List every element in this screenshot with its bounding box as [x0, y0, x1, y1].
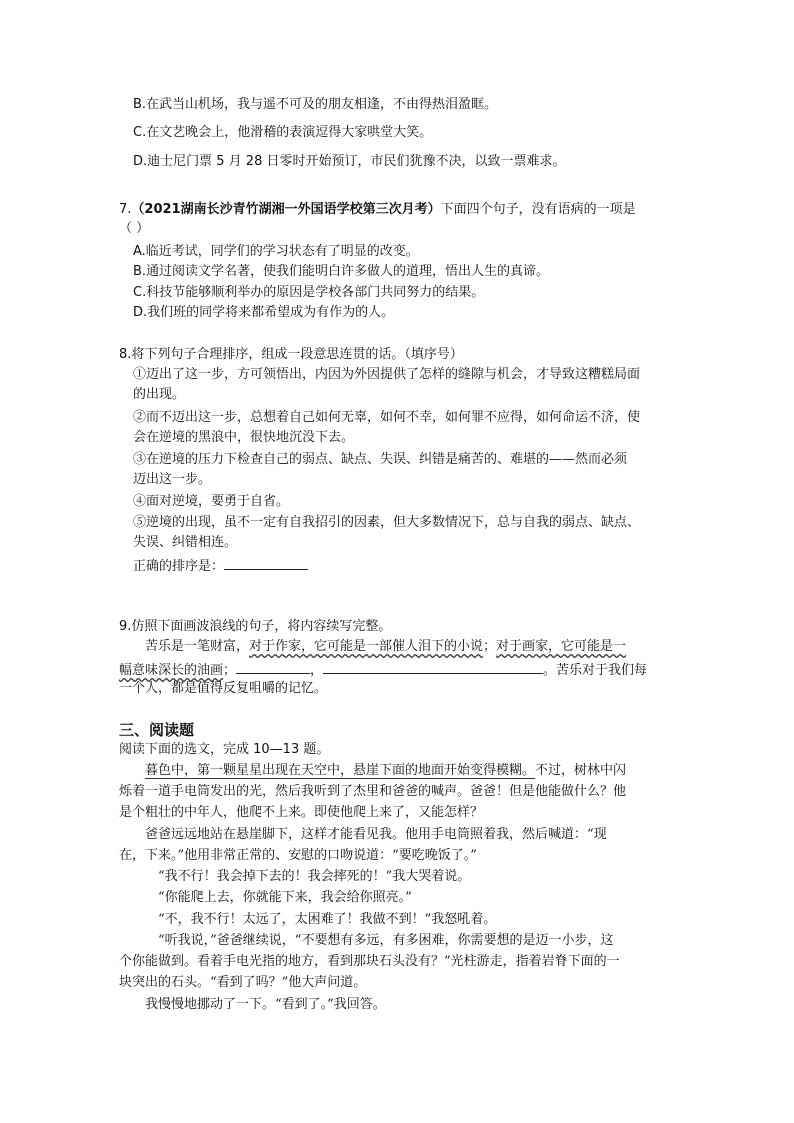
q8-answer-blank[interactable]	[224, 556, 308, 570]
passage-line-6: “我不行！我会掉下去的！我会摔死的！”我大哭着说。	[158, 869, 471, 884]
q9-stem: 9.仿照下面画波浪线的句子，将内容续写完整。	[119, 619, 392, 634]
q7-option-a: A.临近考试，同学们的学习状态有了明显的改变。	[133, 244, 419, 259]
q9-wavy-sentence-c: 幅意味深长的油画	[119, 663, 224, 678]
q8-sentence-3a: ③在逆境的压力下检查自己的弱点、缺点、失误、纠错是痛苦的、难堪的——然而必须	[133, 452, 628, 467]
passage-line-12: 我慢慢地挪动了一下。“看到了。”我回答。	[145, 997, 386, 1012]
passage-line-3: 是个粗壮的中年人，他爬不上来。即使他爬上来了，又能怎样？	[119, 805, 484, 820]
q8-answer-line	[133, 556, 308, 576]
q9-semicolon: ；	[483, 639, 497, 654]
passage-underlined-sentence: 暮色中，第一颗星星出现在天空中，悬崖下面的地面开始变得模糊。	[145, 763, 536, 778]
q6-option-c: C.在文艺晚会上，他滑稽的表演逗得大家哄堂大笑。	[133, 125, 433, 140]
q8-answer-label: 正确的排序是：	[133, 559, 225, 574]
q7-stem-line	[119, 201, 636, 219]
q9-line-3: 一个人，都是值得反复咀嚼的记忆。	[119, 681, 328, 696]
q9-blank-1[interactable]	[236, 660, 310, 674]
q9-wavy-sentence-a: 对于作家，它可能是一部催人泪下的小说	[249, 639, 484, 654]
q9-suffix: 。苦乐对于我们每	[543, 663, 648, 678]
q6-option-b: B.在武当山机场，我与遥不可及的朋友相逢，不由得热泪盈眶。	[133, 97, 498, 112]
q9-comma: ，	[310, 663, 324, 678]
q8-sentence-1a: ①迈出了这一步，方可领悟出，内因为外因提供了怎样的缝隙与机会，才导致这糟糕局面	[133, 367, 641, 382]
q8-sentence-2b: 会在逆境的黑浪中，很快地沉没下去。	[133, 430, 355, 445]
q7-number: 7.	[119, 202, 132, 217]
passage-line-9: “听我说，”爸爸继续说，“不要想有多远，有多困难，你需要想的是迈一小步，这	[158, 933, 614, 948]
q9-wavy-sentence-b: 对于画家，它可能是一	[496, 639, 627, 654]
passage-line-5: 在，下来。”他用非常正常的、安慰的口吻说道：“要吃晚饭了。”	[119, 848, 477, 863]
q8-sentence-2a: ②而不迈出这一步，总想着自己如何无辜，如何不幸，如何罪不应得，如何命运不济，使	[133, 410, 641, 425]
q7-answer-paren: （ ）	[119, 221, 150, 236]
q8-stem: 8.将下列句子合理排序，组成一段意思连贯的话。（填序号）	[119, 347, 463, 362]
q7-option-b: B.通过阅读文学名著，使我们能明白许多做人的道理，悟出人生的真谛。	[133, 264, 550, 279]
q9-line-1	[145, 638, 626, 656]
passage-line-7: “你能爬上去，你就能下来，我会给你照亮。”	[158, 890, 412, 905]
section-intro: 阅读下面的选文，完成 10—13 题。	[119, 742, 330, 757]
passage-line-11: 块突出的石头。“看到了吗？”他大声问道。	[119, 975, 367, 990]
section-title: 三、阅读题	[119, 721, 195, 739]
passage-line-1-rest: 不过，树林中闪	[535, 763, 627, 778]
q7-source: （2021湖南长沙青竹湖湘一外国语学校第三次月考）	[131, 202, 441, 217]
q8-sentence-5b: 失误、纠错相连。	[133, 535, 238, 550]
passage-line-2: 烁着一道手电筒发出的光，然后我听到了杰里和爸爸的喊声。爸爸！但是他能做什么？他	[119, 784, 627, 799]
q9-prefix: 苦乐是一笔财富，	[145, 639, 250, 654]
q8-sentence-1b: 的出现。	[133, 387, 186, 402]
q9-blank-2[interactable]	[323, 660, 543, 674]
q7-stem: 下面四个句子，没有语病的一项是	[440, 202, 636, 217]
q6-option-d: D.迪士尼门票 5 月 28 日零时开始预订，市民们犹豫不决，以致一票难求。	[133, 154, 566, 169]
passage-line-4: 爸爸远远地站在悬崖脚下，这样才能看见我。他用手电筒照着我，然后喊道：“现	[145, 827, 607, 842]
q7-option-c: C.科技节能够顺利举办的原因是学校各部门共同努力的结果。	[133, 285, 485, 300]
q9-line-2	[119, 660, 647, 680]
q9-semicolon-2: ；	[223, 663, 237, 678]
q8-sentence-3b: 迈出这一步。	[133, 472, 212, 487]
q8-sentence-4: ④面对逆境，要勇于自省。	[133, 494, 290, 509]
q7-option-d: D.我们班的同学将来都希望成为有作为的人。	[133, 305, 395, 320]
passage-line-8: “不，我不行！太远了，太困难了！我做不到！”我怒吼着。	[158, 912, 497, 927]
q8-sentence-5a: ⑤逆境的出现，虽不一定有自我招引的因素，但大多数情况下，总与自我的弱点、缺点、	[133, 515, 641, 530]
passage-line-1	[145, 762, 626, 780]
passage-line-10: 个你能做到。看着手电光指的地方，看到那块石头没有？”光柱游走，指着岩脊下面的一	[119, 954, 620, 969]
